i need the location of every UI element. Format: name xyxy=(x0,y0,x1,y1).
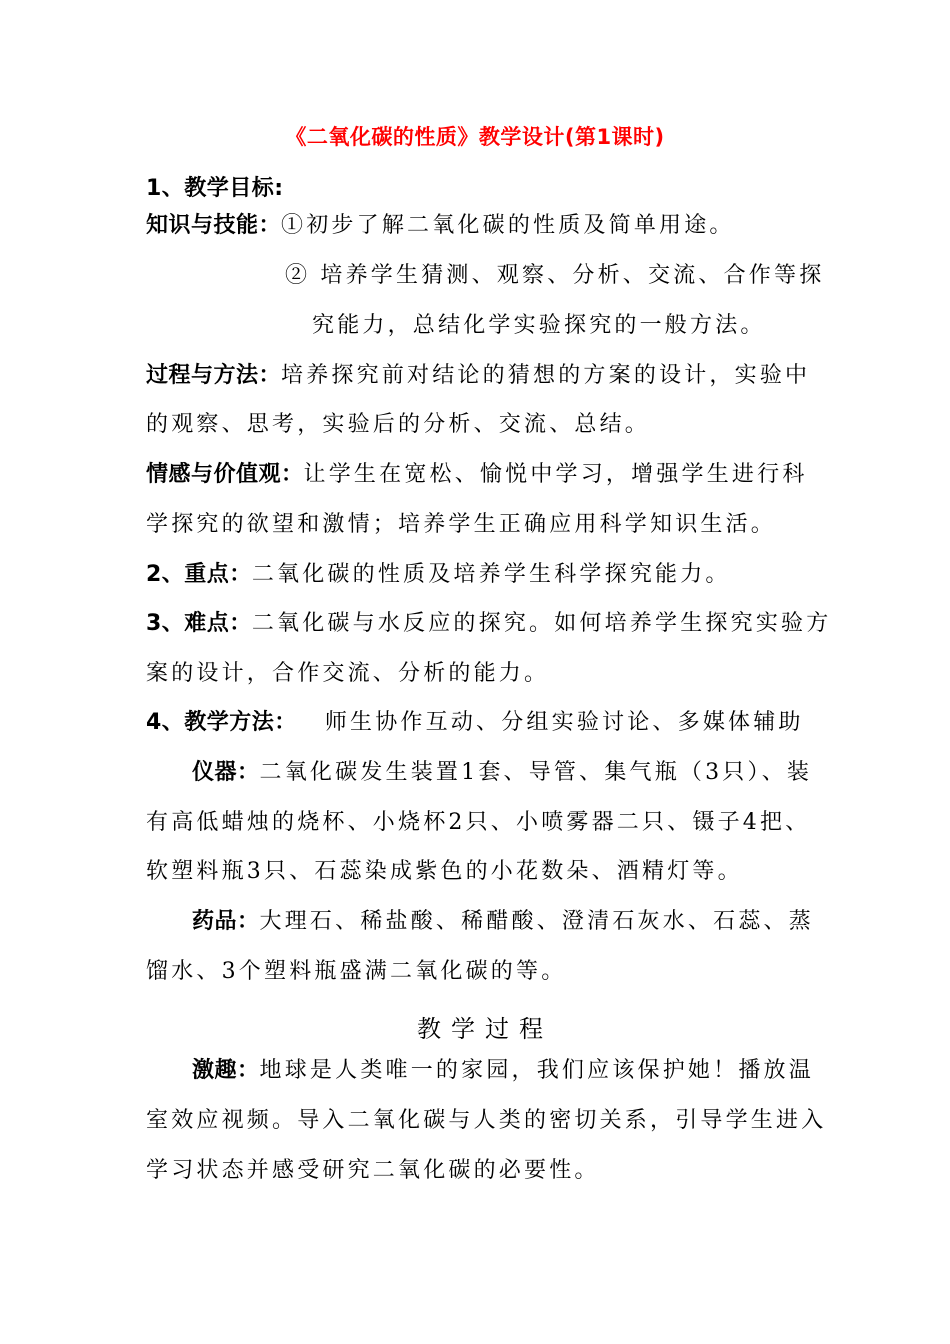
knowledge-line-1 xyxy=(146,211,735,241)
emotion-line-1 xyxy=(146,460,808,490)
chemicals-label: 药品： xyxy=(192,909,260,934)
process-text: 培养探究前对结论的猜想的方案的设计，实验中 xyxy=(281,363,811,388)
emotion-text-cont: 学探究的欲望和激情；培养学生正确应用科学知识生活。 xyxy=(146,512,777,537)
knowledge-item-1: ①初步了解二氧化碳的性质及简单用途。 xyxy=(281,213,735,238)
keypoint-text: 二氧化碳的性质及培养学生科学探究能力。 xyxy=(251,562,731,587)
difficulty-label: 3、难点： xyxy=(146,611,252,636)
difficulty-text: 二氧化碳与水反应的探究。如何培养学生探究实验方 xyxy=(251,611,832,636)
process-line-2 xyxy=(146,410,650,440)
process-line-1 xyxy=(146,361,810,391)
instruments-label: 仪器： xyxy=(192,760,260,785)
chemicals-text-cont: 馏水、3个塑料瓶盛满二氧化碳的等。 xyxy=(146,959,567,984)
difficulty-line-2 xyxy=(146,659,549,689)
instruments-line-1 xyxy=(192,758,812,788)
teaching-process-heading: 教学过程 xyxy=(417,1015,553,1043)
knowledge-line-2 xyxy=(285,261,824,291)
emotion-label: 情感与价值观： xyxy=(146,462,304,487)
difficulty-line-1 xyxy=(146,609,831,639)
keypoint-label: 2、重点： xyxy=(146,562,252,587)
instruments-text: 二氧化碳发生装置1套、导管、集气瓶（3只）、装 xyxy=(259,760,813,785)
process-label: 过程与方法： xyxy=(146,363,282,388)
knowledge-line-3 xyxy=(312,311,766,341)
section-heading: 1、教学目标: xyxy=(146,176,284,201)
intro-line-2 xyxy=(146,1106,826,1136)
intro-label: 激趣： xyxy=(192,1058,260,1083)
knowledge-item-2: ② 培养学生猜测、观察、分析、交流、合作等探 xyxy=(285,263,825,288)
method-label: 4、教学方法： xyxy=(146,710,297,735)
intro-line-3 xyxy=(146,1156,600,1186)
intro-text-cont-2: 学习状态并感受研究二氧化碳的必要性。 xyxy=(146,1158,600,1183)
emotion-line-2 xyxy=(146,510,776,540)
method-text: 师生协作互动、分组实验讨论、多媒体辅助 xyxy=(324,710,804,735)
intro-line-1 xyxy=(192,1056,814,1086)
chemicals-line-1 xyxy=(192,907,814,937)
knowledge-item-2-cont: 究能力，总结化学实验探究的一般方法。 xyxy=(312,313,766,338)
knowledge-label: 知识与技能： xyxy=(146,213,282,238)
section-teaching-goals xyxy=(146,174,284,204)
chemicals-line-2 xyxy=(146,957,566,987)
chemicals-text: 大理石、稀盐酸、稀醋酸、澄清石灰水、石蕊、蒸 xyxy=(259,909,814,934)
emotion-text: 让学生在宽松、愉悦中学习，增强学生进行科 xyxy=(303,462,808,487)
instruments-line-2 xyxy=(146,808,810,838)
instruments-text-cont: 有高低蜡烛的烧杯、小烧杯2只、小喷雾器二只、镊子4把、 xyxy=(146,810,811,835)
difficulty-text-cont: 案的设计，合作交流、分析的能力。 xyxy=(146,661,550,686)
instruments-text-cont-2: 软塑料瓶3只、石蕊染成紫色的小花数朵、酒精灯等。 xyxy=(146,859,743,884)
instruments-line-3 xyxy=(146,857,743,887)
keypoint-line xyxy=(146,560,731,590)
intro-text: 地球是人类唯一的家园，我们应该保护她！播放温 xyxy=(259,1058,814,1083)
method-line xyxy=(146,708,804,738)
intro-text-cont: 室效应视频。导入二氧化碳与人类的密切关系，引导学生进入 xyxy=(146,1108,827,1133)
document-title: 《二氧化碳的性质》教学设计(第1课时) xyxy=(285,125,665,149)
process-text-cont: 的观察、思考，实验后的分析、交流、总结。 xyxy=(146,412,651,437)
